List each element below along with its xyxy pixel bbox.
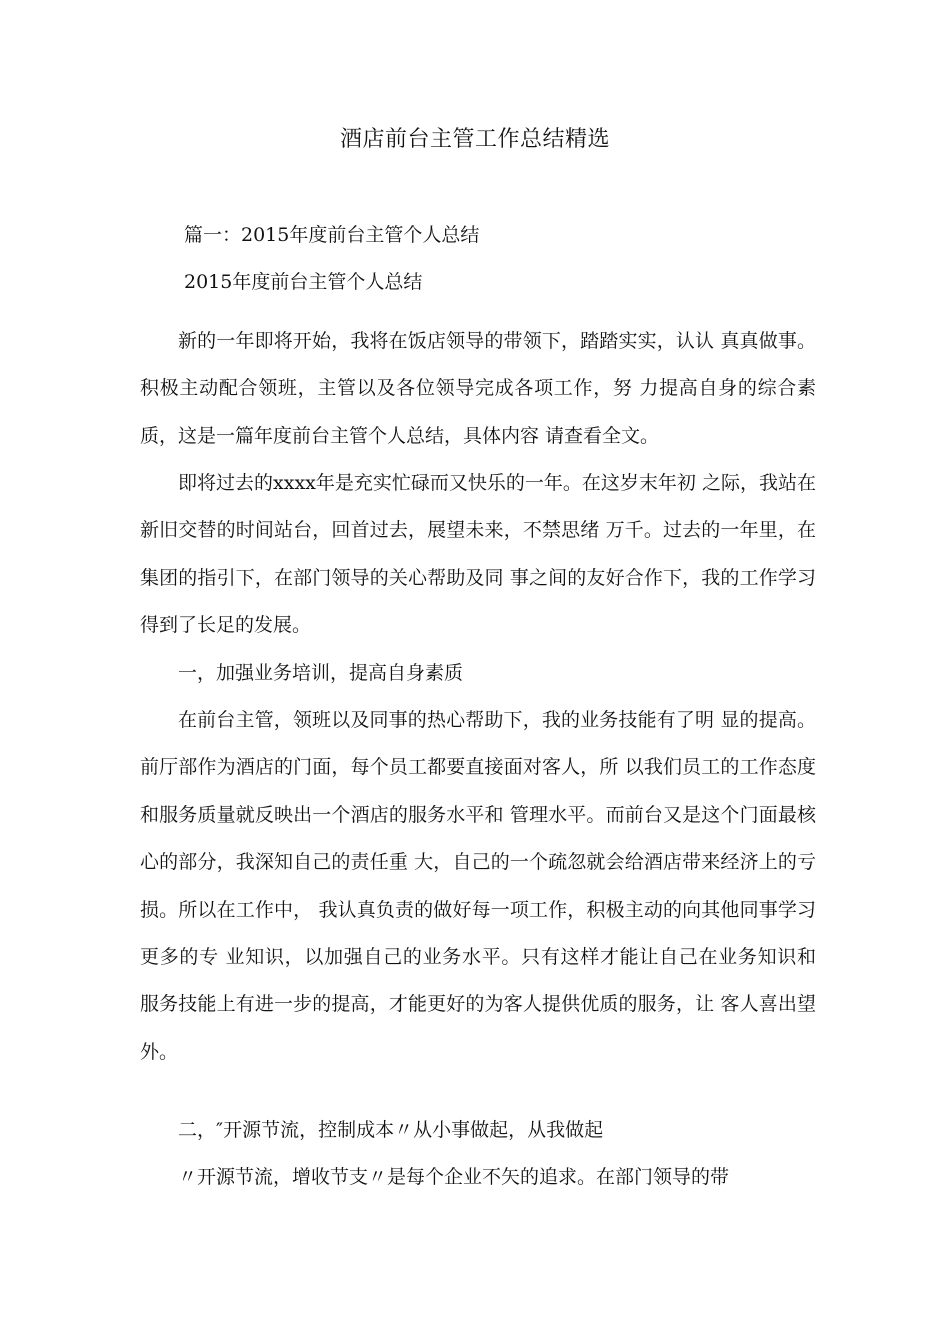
section-heading: 篇一：2015年度前台主管个人总结 <box>184 224 480 246</box>
subtitle: 2015年度前台主管个人总结 <box>184 271 423 293</box>
heading-training: 一，加强业务培训，提高自身素质 <box>178 662 464 684</box>
document-title: 酒店前台主管工作总结精选 <box>339 127 610 152</box>
paragraph-review: 即将过去的xxxx年是充实忙碌而又快乐的一年。在这岁末年初 之际，我站在新旧交替的时间站台，回首过去，展望未来，不禁思绪 万千。过去的一年里，在集团的指引下，在部门领导的关心帮助及同 事之间的友好合作下，我的工作学习得到了长足的发展。 <box>140 472 816 637</box>
paragraph-cost-control: 〃开源节流，增收节支〃是每个企业不矢的追求。在部门领导的带 <box>178 1166 730 1188</box>
heading-cost-control: 二，″开源节流，控制成本〃从小事做起，从我做起 <box>178 1119 604 1141</box>
paragraph-training: 在前台主管，领班以及同事的热心帮助下，我的业务技能有了明 显的提高。前厅部作为酒店的门面，每个员工都要直接面对客人，所 以我们员工的工作态度和服务质量就反映出一个酒店的服务水平和 管理水平。而前台又是这个门面最核心的部分，我深知自己的责任重 大，自己的一个疏忽就会给酒店带来经济上的亏损。所以在工作中， 我认真负责的做好每一项工作，积极主动的向其他同事学习更多的专 业知识，以加强自己的业务水平。只有这样才能让自己在业务知识和 服务技能上有进一步的提高，才能更好的为客人提供优质的服务，让 客人喜出望外。 <box>140 709 816 1063</box>
paragraph-intro: 新的一年即将开始，我将在饭店领导的带领下，踏踏实实，认认 真真做事。积极主动配合领班，主管以及各位领导完成各项工作，努 力提高自身的综合素质，这是一篇年度前台主管个人总结，具体内容 请查看全文。 <box>140 330 816 447</box>
